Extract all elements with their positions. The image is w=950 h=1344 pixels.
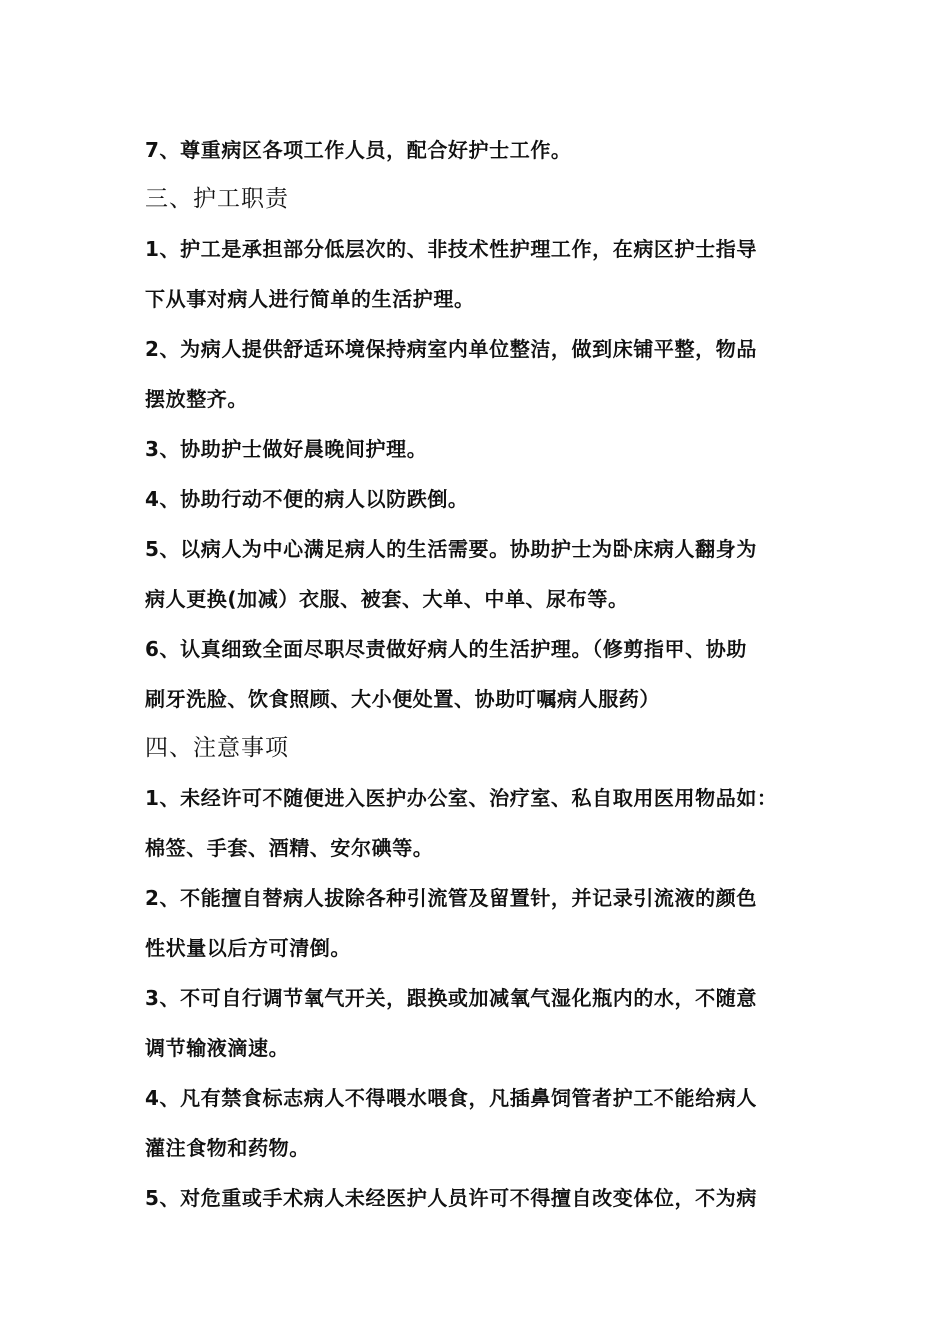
text-line-duty-6a: 6、认真细致全面尽职尽责做好病人的生活护理。（修剪指甲、协助 [145, 637, 747, 661]
text-line-duty-5b: 病人更换(加减）衣服、被套、大单、中单、尿布等。 [145, 587, 629, 611]
text-line-note-4a: 4、凡有禁食标志病人不得喂水喂食，凡插鼻饲管者护工不能给病人 [145, 1086, 757, 1110]
text-line-note-4b: 灌注食物和药物。 [145, 1136, 310, 1160]
text-line-item-7: 7、尊重病区各项工作人员，配合好护士工作。 [145, 138, 572, 162]
text-line-note-1a: 1、未经许可不随便进入医护办公室、治疗室、私自取用医用物品如： [145, 786, 778, 810]
text-line-duty-2b: 摆放整齐。 [145, 387, 248, 411]
text-line-duty-3: 3、协助护士做好晨晚间护理。 [145, 437, 428, 461]
text-line-note-1b: 棉签、手套、酒精、安尔碘等。 [145, 836, 434, 860]
text-line-note-5a: 5、对危重或手术病人未经医护人员许可不得擅自改变体位，不为病 [145, 1186, 757, 1210]
text-line-duty-1a: 1、护工是承担部分低层次的、非技术性护理工作，在病区护士指导 [145, 237, 757, 261]
text-line-duty-5a: 5、以病人为中心满足病人的生活需要。协助护士为卧床病人翻身为 [145, 537, 757, 561]
text-line-note-3b: 调节输液滴速。 [145, 1036, 290, 1060]
section-heading-notes: 四、注意事项 [145, 735, 289, 761]
text-line-duty-6b: 刷牙洗脸、饮食照顾、大小便处置、协助叮嘱病人服药） [145, 687, 660, 711]
text-line-duty-2a: 2、为病人提供舒适环境保持病室内单位整洁，做到床铺平整，物品 [145, 337, 757, 361]
section-heading-duties: 三、护工职责 [145, 186, 289, 212]
text-line-duty-1b: 下从事对病人进行简单的生活护理。 [145, 287, 475, 311]
text-line-note-3a: 3、不可自行调节氧气开关，跟换或加减氧气湿化瓶内的水，不随意 [145, 986, 757, 1010]
text-line-note-2a: 2、不能擅自替病人拔除各种引流管及留置针，并记录引流液的颜色 [145, 886, 757, 910]
text-line-duty-4: 4、协助行动不便的病人以防跌倒。 [145, 487, 469, 511]
text-line-note-2b: 性状量以后方可清倒。 [145, 936, 351, 960]
